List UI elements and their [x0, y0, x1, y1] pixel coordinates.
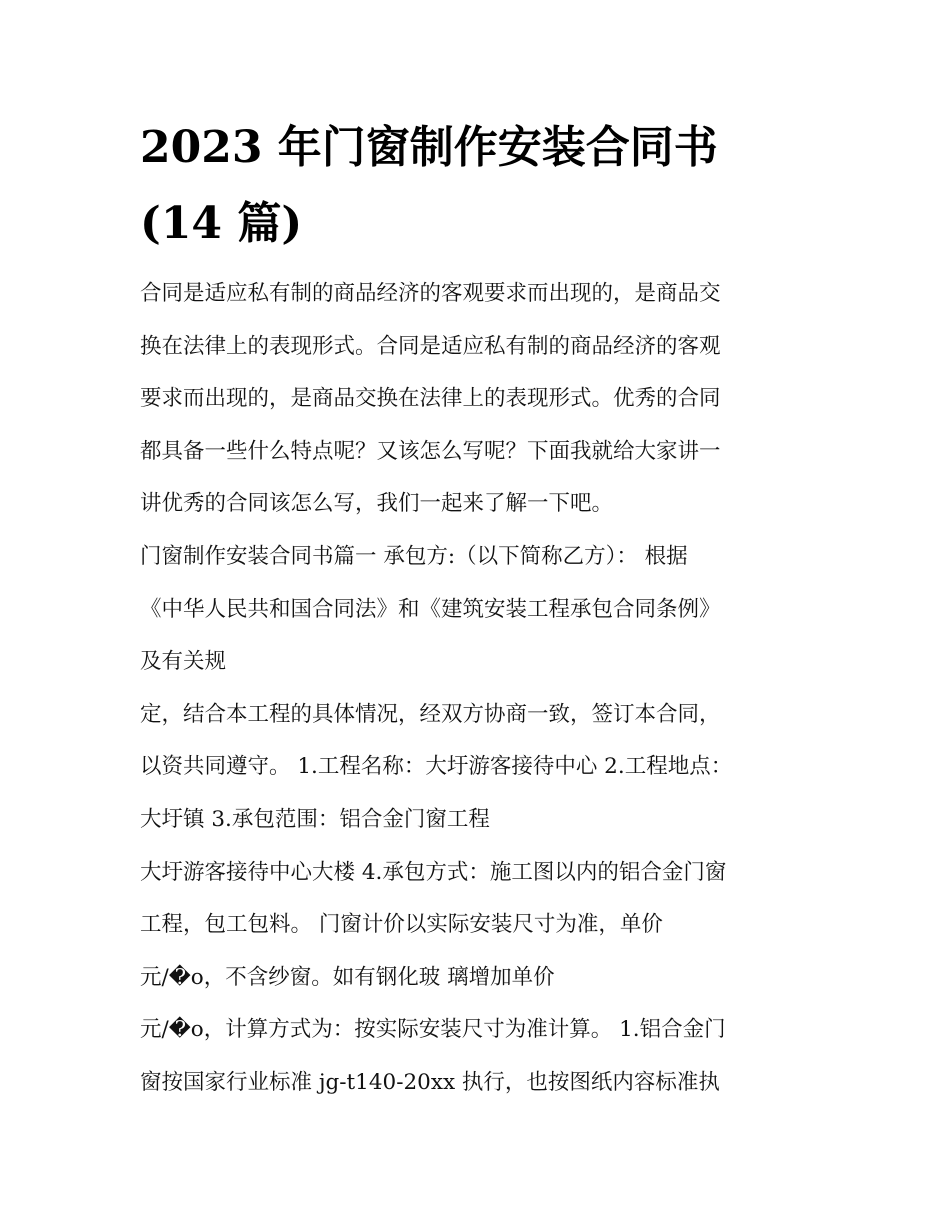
body-line: 及有关规: [140, 649, 227, 675]
title-line-2: [140, 186, 820, 262]
document-page: [140, 110, 820, 1110]
body-line: 合同是适应私有制的商品经济的客观要求而出现的，是商品交: [140, 281, 721, 306]
body-line: 大圩游客接待中心大楼 4.承包方式：施工图以内的铝合金门窗: [140, 859, 727, 885]
title-line-1: [140, 110, 820, 186]
document-body: [140, 268, 820, 1110]
body-line: 元/�o，不含纱窗。如有钢化玻 璃增加单价: [140, 964, 555, 990]
body-line: 元/�o，计算方式为：按实际安装尺寸为准计算。 1.铝合金门: [140, 1017, 726, 1043]
body-line: 门窗制作安装合同书篇一 承包方:（以下简称乙方）： 根据: [140, 543, 688, 569]
title-count-suffix: 篇): [237, 198, 303, 249]
body-line: 换在法律上的表现形式。合同是适应私有制的商品经济的客观: [140, 333, 721, 359]
body-line: 都具备一些什么特点呢？又该怎么写呢？下面我就给大家讲一: [140, 438, 721, 464]
title-text: 年门窗制作安装合同书: [277, 122, 718, 173]
body-line: 《中华人民共和国合同法》和《建筑安装工程承包合同条例》: [140, 596, 721, 622]
body-line: 定，结合本工程的具体情况，经双方协商一致，签订本合同，: [140, 701, 721, 727]
body-line: 以资共同遵守。 1.工程名称：大圩游客接待中心 2.工程地点：: [140, 754, 733, 780]
document-title: [140, 110, 820, 262]
title-year: 2023: [140, 122, 263, 173]
body-line: 要求而出现的，是商品交换在法律上的表现形式。优秀的合同: [140, 386, 721, 412]
body-line: 工程，包工包料。 门窗计价以实际安装尺寸为准，单价: [140, 912, 663, 938]
title-count: (14: [140, 198, 223, 249]
body-line: 大圩镇 3.承包范围：铝合金门窗工程: [140, 806, 490, 832]
body-line: 讲优秀的合同该怎么写，我们一起来了解一下吧。: [140, 491, 614, 517]
body-line: 窗按国家行业标准 jg-t140-20xx 执行，也按图纸内容标准执: [140, 1069, 720, 1095]
